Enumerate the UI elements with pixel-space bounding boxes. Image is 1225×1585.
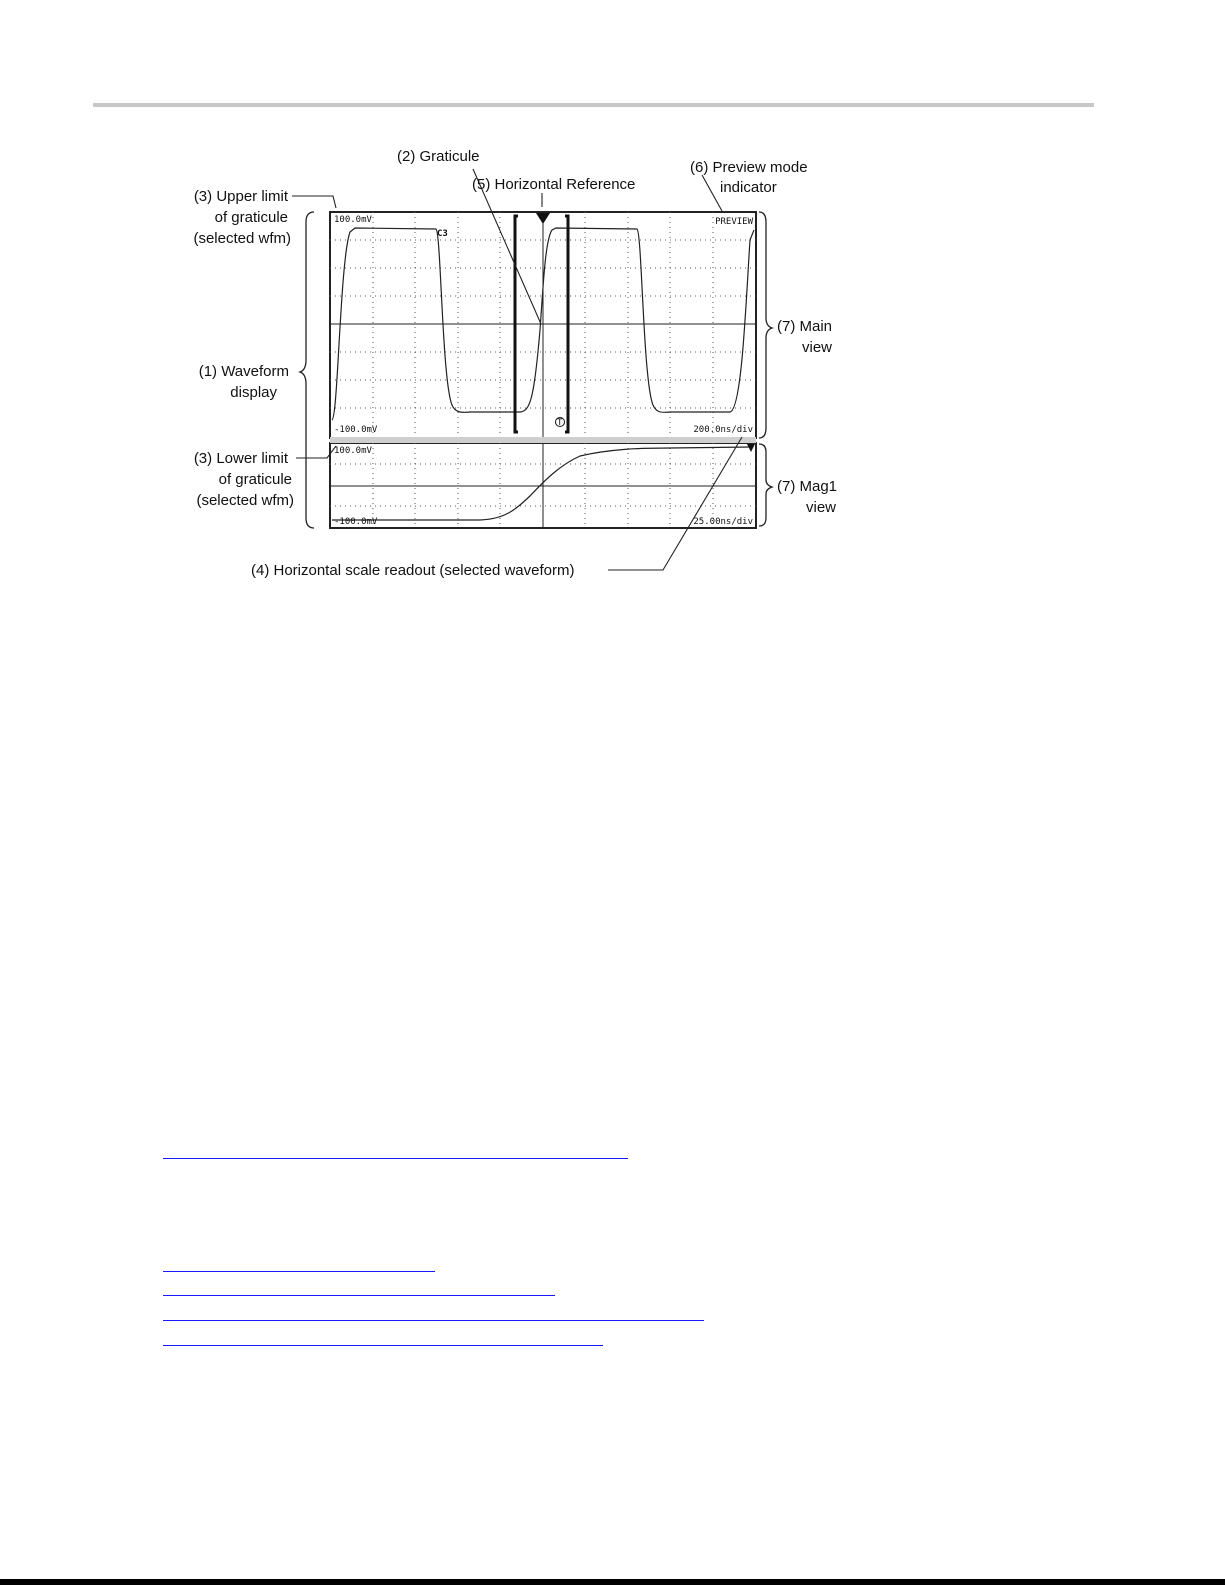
main-lower-limit-readout: -100.0mV [334, 425, 378, 435]
upper-limit-callout-line1: (3) Upper limit [193, 188, 288, 205]
link-1[interactable] [163, 1157, 628, 1159]
lower-limit-callout-line1: (3) Lower limit [193, 450, 288, 467]
mag1-hscale-readout: 25.00ns/div [693, 517, 753, 527]
main-hscale-readout: 200.0ns/div [693, 425, 753, 435]
link-5[interactable] [163, 1344, 603, 1346]
mag1-view-callout-line2: view [806, 499, 837, 516]
mag1-lower-limit-readout: -100.0mV [334, 517, 378, 527]
upper-limit-callout-line2: of graticule [214, 209, 288, 226]
upper-limit-callout-line3: (selected wfm) [193, 230, 291, 247]
main-view-callout-line2: view [802, 339, 833, 356]
link-4[interactable] [163, 1319, 704, 1321]
preview-callout-line1: (6) Preview mode [690, 159, 808, 176]
footer-rule [0, 1579, 1225, 1585]
main-upper-limit-readout: 100.0mV [334, 215, 372, 225]
link-3[interactable] [163, 1294, 555, 1296]
link-2[interactable] [163, 1270, 435, 1272]
lower-limit-callout-line2: of graticule [218, 471, 292, 488]
lower-limit-callout-line3: (selected wfm) [196, 492, 294, 509]
main-view-callout-line1: (7) Main [777, 318, 833, 335]
waveform-callout-line2: display [230, 384, 277, 401]
trigger-marker-label: T [557, 418, 563, 428]
waveform-callout-line1: (1) Waveform [198, 363, 289, 380]
mag1-view-callout-line1: (7) Mag1 [777, 478, 838, 495]
channel-label: C3 [437, 229, 448, 239]
horizontal-reference-callout: (5) Horizontal Reference [472, 176, 636, 193]
graticule-callout: (2) Graticule [397, 148, 480, 165]
oscilloscope-display-figure [0, 0, 1225, 620]
hscale-callout: (4) Horizontal scale readout (selected waveform) [251, 562, 575, 579]
preview-callout-line2: indicator [720, 179, 777, 196]
mag1-upper-limit-readout: 100.0mV [334, 446, 372, 456]
view-separator [330, 437, 756, 443]
preview-indicator: PREVIEW [715, 217, 753, 227]
